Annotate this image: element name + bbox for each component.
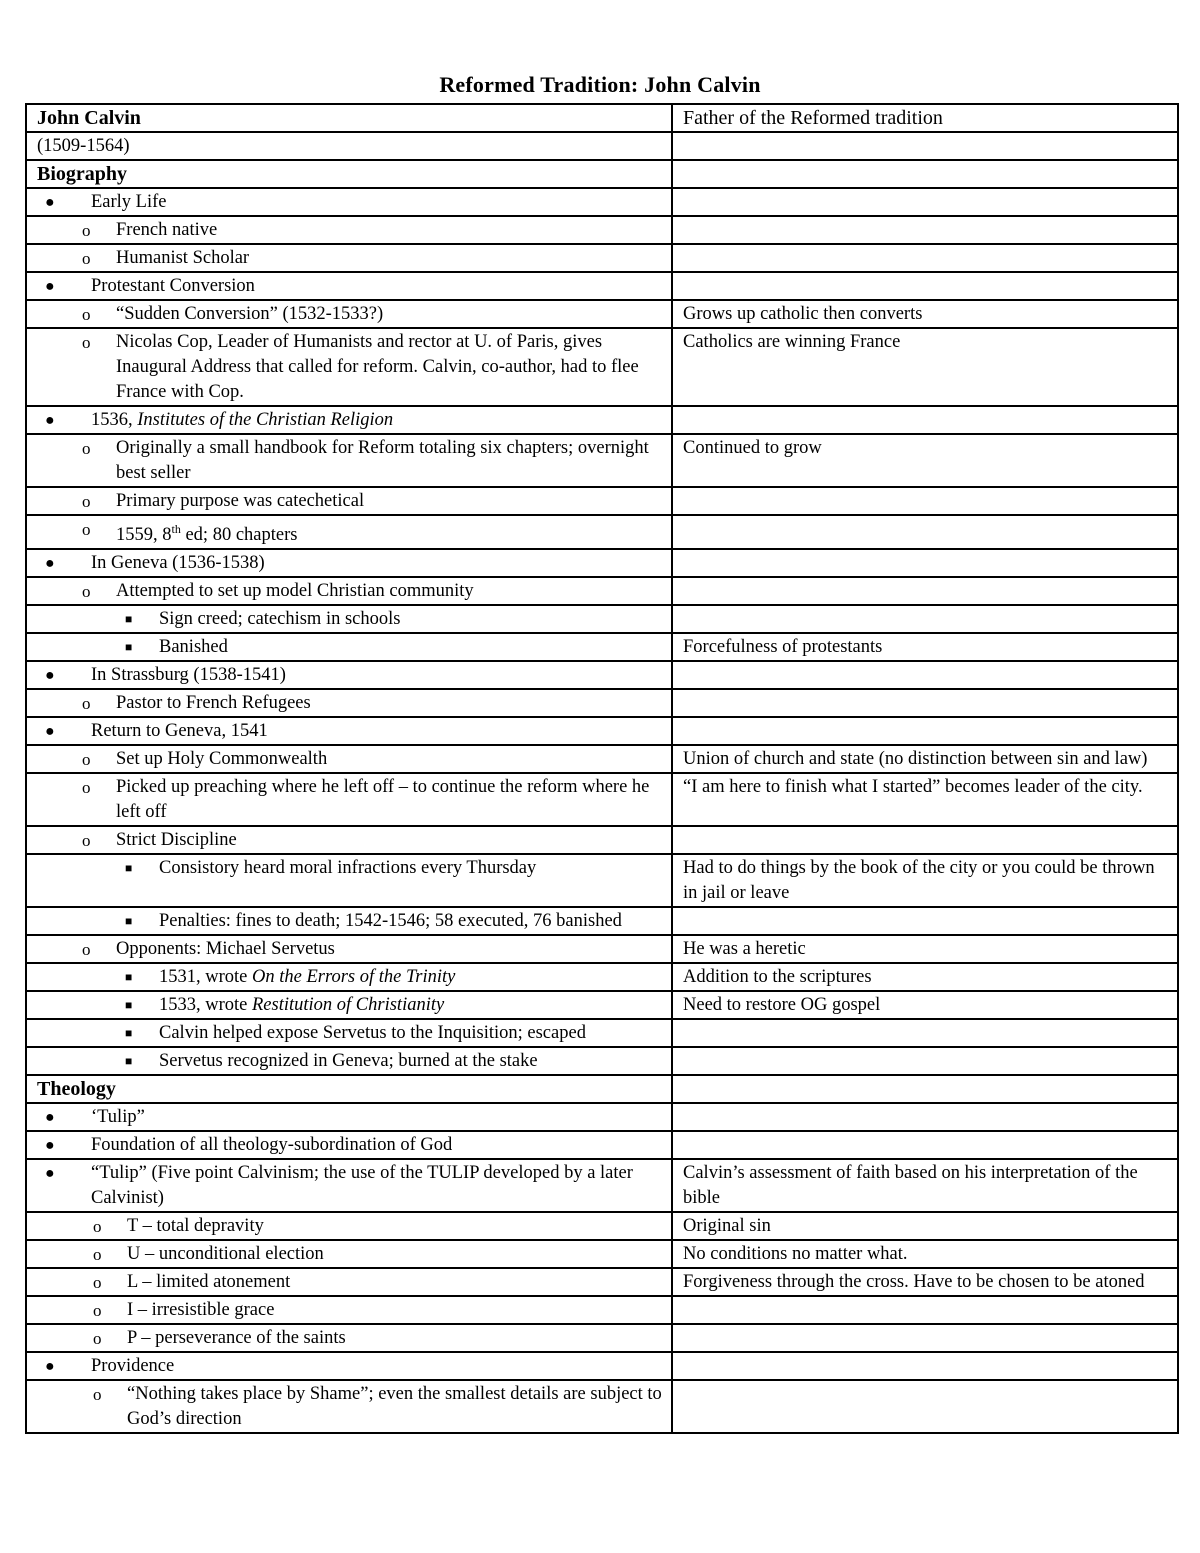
- table-row: [26, 633, 1178, 661]
- outline-text-main: 1533, wrote: [159, 995, 252, 1016]
- outline-text: [116, 302, 663, 327]
- table-row: [26, 935, 1178, 963]
- book-title: Restitution of Christianity: [252, 995, 445, 1016]
- outline-text-main: Biography: [37, 163, 128, 185]
- notes-cell: [672, 160, 1178, 188]
- outline-cell: [26, 1296, 672, 1324]
- table-row: [26, 1212, 1178, 1240]
- outline-cell: [26, 935, 672, 963]
- outline-text-main: John Calvin: [37, 107, 141, 129]
- notes-cell: [672, 300, 1178, 328]
- square-bullet-icon: ■: [125, 970, 133, 985]
- note-text: Father of the Reformed tradition: [683, 107, 943, 129]
- outline-text-main: Early Life: [91, 192, 167, 212]
- notes-cell: [672, 745, 1178, 773]
- table-row: [26, 244, 1178, 272]
- note-text: Catholics are winning France: [683, 332, 901, 352]
- table-row: [26, 300, 1178, 328]
- outline-text-main: Consistory heard moral infractions every Thursday: [159, 858, 537, 879]
- bullet-icon: ●: [45, 555, 55, 573]
- table-row: [26, 328, 1178, 406]
- outline-cell: [26, 188, 672, 216]
- circle-bullet-icon: o: [93, 1217, 102, 1237]
- outline-cell: [26, 160, 672, 188]
- outline-text-main: Penalties: fines to death; 1542-1546; 58 executed, 76 banished: [159, 911, 622, 932]
- note-text: He was a heretic: [683, 939, 806, 960]
- notes-cell: [672, 633, 1178, 661]
- outline-text-main: P – perseverance of the saints: [127, 1328, 346, 1349]
- outline-text-main: Opponents: Michael Servetus: [116, 939, 335, 960]
- table-row: [26, 1352, 1178, 1380]
- outline-text-main: Picked up preaching where he left off – to continue the reform where he left off: [116, 777, 650, 823]
- note-text: Had to do things by the book of the city or you could be thrown in jail or leave: [683, 858, 1155, 904]
- outline-cell: [26, 577, 672, 605]
- note-text: Forcefulness of protestants: [683, 637, 883, 658]
- section-heading: [37, 106, 663, 131]
- notes-cell: [672, 272, 1178, 300]
- square-bullet-icon: ■: [125, 914, 133, 929]
- circle-bullet-icon: o: [82, 582, 91, 602]
- outline-cell: [26, 1103, 672, 1131]
- outline-text-main: Return to Geneva, 1541: [91, 721, 268, 742]
- table-row: [26, 1240, 1178, 1268]
- note-text: “I am here to finish what I started” becomes leader of the city.: [683, 777, 1143, 798]
- outline-text: [91, 274, 663, 299]
- outline-text: [127, 1242, 663, 1267]
- notes-cell: [672, 487, 1178, 515]
- outline-cell: [26, 854, 672, 907]
- table-row: [26, 132, 1178, 160]
- outline-cell: [26, 826, 672, 854]
- table-row: [26, 1103, 1178, 1131]
- outline-text-main: Calvin helped expose Servetus to the Inquisition; escaped: [159, 1023, 586, 1044]
- outline-text: [116, 489, 663, 514]
- outline-text: [116, 436, 663, 486]
- section-heading: [37, 1077, 663, 1102]
- square-bullet-icon: ■: [125, 640, 133, 655]
- circle-bullet-icon: o: [93, 1273, 102, 1293]
- table-row: [26, 216, 1178, 244]
- table-row: [26, 434, 1178, 487]
- note-text: Continued to grow: [683, 438, 822, 458]
- outline-text-main: 1531, wrote: [159, 967, 252, 988]
- notes-cell: [672, 773, 1178, 826]
- notes-cell: [672, 605, 1178, 633]
- outline-cell: [26, 132, 672, 160]
- outline-cell: [26, 1380, 672, 1433]
- circle-bullet-icon: o: [93, 1385, 102, 1405]
- bullet-icon: ●: [45, 1109, 55, 1127]
- bullet-icon: ●: [45, 1137, 55, 1155]
- note-text: Forgiveness through the cross. Have to be chosen to be atoned: [683, 1272, 1145, 1293]
- table-row: [26, 773, 1178, 826]
- outline-text: [91, 1105, 663, 1130]
- table-row: [26, 661, 1178, 689]
- outline-text: [116, 246, 663, 271]
- notes-cell: [672, 328, 1178, 406]
- outline-cell: [26, 300, 672, 328]
- table-row: [26, 854, 1178, 907]
- outline-cell: [26, 515, 672, 549]
- outline-cell: [26, 328, 672, 406]
- notes-cell: [672, 549, 1178, 577]
- notes-cell: [672, 854, 1178, 907]
- table-row: [26, 907, 1178, 935]
- table-row: [26, 1019, 1178, 1047]
- table-row: [26, 1075, 1178, 1103]
- outline-text-main: U – unconditional election: [127, 1244, 324, 1265]
- outline-text: [91, 190, 663, 215]
- outline-text: [127, 1298, 663, 1323]
- notes-cell: [672, 1240, 1178, 1268]
- square-bullet-icon: ■: [125, 1026, 133, 1041]
- circle-bullet-icon: o: [82, 439, 91, 458]
- notes-cell: [672, 132, 1178, 160]
- table-row: [26, 272, 1178, 300]
- outline-cell: [26, 605, 672, 633]
- table-row: [26, 577, 1178, 605]
- outline-text: [91, 663, 663, 688]
- outline-cell: [26, 1352, 672, 1380]
- bullet-icon: ●: [45, 1358, 55, 1376]
- outline-cell: [26, 104, 672, 132]
- notes-cell: [672, 1268, 1178, 1296]
- outline-text: [116, 937, 663, 962]
- bullet-icon: ●: [45, 412, 55, 429]
- outline-text: [159, 1021, 663, 1046]
- outline-text: [116, 691, 663, 716]
- outline-cell: [26, 661, 672, 689]
- outline-text-main: Humanist Scholar: [116, 248, 250, 268]
- outline-text-main: ‘Tulip”: [91, 1107, 145, 1128]
- outline-cell: [26, 907, 672, 935]
- outline-text: [91, 551, 663, 576]
- notes-cell: [672, 244, 1178, 272]
- outline-text-main: T – total depravity: [127, 1216, 264, 1237]
- outline-text: [127, 1326, 663, 1351]
- circle-bullet-icon: o: [93, 1245, 102, 1265]
- table-row: [26, 549, 1178, 577]
- notes-cell: [672, 188, 1178, 216]
- outline-text: [159, 607, 663, 632]
- table-row: [26, 826, 1178, 854]
- square-bullet-icon: ■: [125, 861, 133, 876]
- circle-bullet-icon: o: [82, 221, 91, 240]
- table-row: [26, 104, 1178, 132]
- notes-cell: [672, 1159, 1178, 1212]
- notes-cell: [672, 1380, 1178, 1433]
- table-row: [26, 717, 1178, 745]
- notes-cell: [672, 1212, 1178, 1240]
- outline-text-main: Servetus recognized in Geneva; burned at the stake: [159, 1051, 538, 1072]
- table-row: [26, 188, 1178, 216]
- circle-bullet-icon: o: [82, 520, 91, 539]
- outline-text: [127, 1214, 663, 1239]
- outline-text-main: Foundation of all theology-subordination of God: [91, 1135, 453, 1156]
- bullet-icon: ●: [45, 667, 55, 685]
- notes-cell: [672, 1131, 1178, 1159]
- outline-cell: [26, 244, 672, 272]
- book-title: On the Errors of the Trinity: [252, 967, 456, 988]
- notes-cell: [672, 1075, 1178, 1103]
- outline-cell: [26, 1240, 672, 1268]
- square-bullet-icon: ■: [125, 612, 133, 627]
- notes-cell: [672, 991, 1178, 1019]
- notes-cell: [672, 1352, 1178, 1380]
- outline-text-suffix: ed; 80 chapters: [180, 525, 298, 546]
- outline-text: [159, 635, 663, 660]
- outline-text-main: Nicolas Cop, Leader of Humanists and rector at U. of Paris, gives Inaugural Address that called for reform. Calvin, co-author, had to flee France with Cop.: [116, 332, 639, 402]
- ordinal-superscript: th: [171, 522, 181, 536]
- table-row: [26, 605, 1178, 633]
- outline-text-main: Sign creed; catechism in schools: [159, 609, 401, 630]
- bullet-icon: ●: [45, 723, 55, 741]
- outline-text-main: Protestant Conversion: [91, 276, 255, 296]
- outline-cell: [26, 1019, 672, 1047]
- table-row: [26, 991, 1178, 1019]
- notes-cell: [672, 717, 1178, 745]
- outline-cell: [26, 773, 672, 826]
- bullet-icon: ●: [45, 194, 55, 211]
- table-row: [26, 963, 1178, 991]
- circle-bullet-icon: o: [82, 940, 91, 960]
- outline-text: [159, 909, 663, 934]
- outline-cell: [26, 549, 672, 577]
- table-row: [26, 160, 1178, 188]
- outline-text: [116, 775, 663, 825]
- notes-cell: [672, 104, 1178, 132]
- outline-text-main: Originally a small handbook for Reform totaling six chapters; overnight best seller: [116, 438, 649, 483]
- notes-cell: [672, 216, 1178, 244]
- note-text: Original sin: [683, 1216, 771, 1237]
- circle-bullet-icon: o: [82, 492, 91, 511]
- section-heading: [37, 162, 663, 187]
- outline-text-main: Set up Holy Commonwealth: [116, 749, 328, 770]
- outline-text-main: “Sudden Conversion” (1532-1533?): [116, 304, 384, 324]
- table-row: [26, 1159, 1178, 1212]
- outline-text-main: (1509-1564): [37, 136, 130, 156]
- outline-cell: [26, 991, 672, 1019]
- outline-text-main: In Geneva (1536-1538): [91, 553, 265, 574]
- notes-cell: [672, 1296, 1178, 1324]
- outline-text: [91, 1161, 663, 1211]
- outline-text: [116, 517, 663, 548]
- table-row: [26, 1131, 1178, 1159]
- outline-text-main: Primary purpose was catechetical: [116, 491, 365, 511]
- outline-text: [159, 993, 663, 1018]
- outline-text: [159, 856, 663, 881]
- note-text: No conditions no matter what.: [683, 1244, 908, 1265]
- outline-text: [116, 218, 663, 243]
- table-row: [26, 1324, 1178, 1352]
- outline-cell: [26, 1159, 672, 1212]
- note-text: Need to restore OG gospel: [683, 995, 881, 1016]
- notes-cell: [672, 1324, 1178, 1352]
- notes-cell: [672, 1103, 1178, 1131]
- notes-table: [25, 103, 1179, 1434]
- note-text: Union of church and state (no distinction between sin and law): [683, 749, 1148, 770]
- table-row: [26, 515, 1178, 549]
- outline-text-main: 1559, 8: [116, 525, 172, 546]
- outline-text: [116, 747, 663, 772]
- outline-cell: [26, 487, 672, 515]
- note-text: Addition to the scriptures: [683, 967, 872, 988]
- outline-cell: [26, 1047, 672, 1075]
- outline-text: [116, 828, 663, 853]
- notes-cell: [672, 661, 1178, 689]
- outline-text-main: French native: [116, 220, 218, 240]
- outline-cell: [26, 434, 672, 487]
- outline-cell: [26, 717, 672, 745]
- square-bullet-icon: ■: [125, 1054, 133, 1069]
- outline-cell: [26, 1212, 672, 1240]
- circle-bullet-icon: o: [82, 750, 91, 770]
- outline-cell: [26, 216, 672, 244]
- notes-cell: [672, 907, 1178, 935]
- outline-text-main: Banished: [159, 637, 228, 658]
- notes-cell: [672, 434, 1178, 487]
- bullet-icon: ●: [45, 278, 55, 295]
- outline-cell: [26, 272, 672, 300]
- outline-text: [127, 1270, 663, 1295]
- notes-cell: [672, 1047, 1178, 1075]
- outline-cell: [26, 633, 672, 661]
- outline-text: [91, 1133, 663, 1158]
- outline-text: [116, 330, 663, 405]
- table-row: [26, 1047, 1178, 1075]
- outline-cell: [26, 1268, 672, 1296]
- outline-text-main: Providence: [91, 1356, 175, 1377]
- outline-text-main: I – irresistible grace: [127, 1300, 275, 1321]
- notes-cell: [672, 406, 1178, 434]
- notes-cell: [672, 826, 1178, 854]
- bullet-icon: ●: [45, 1165, 55, 1183]
- outline-text-main: 1536,: [91, 410, 138, 430]
- notes-cell: [672, 515, 1178, 549]
- circle-bullet-icon: o: [93, 1301, 102, 1321]
- outline-text: [91, 719, 663, 744]
- book-title: Institutes of the Christian Religion: [137, 410, 394, 430]
- outline-text: [91, 408, 663, 433]
- notes-cell: [672, 963, 1178, 991]
- notes-cell: [672, 577, 1178, 605]
- table-row: [26, 406, 1178, 434]
- table-row: [26, 487, 1178, 515]
- outline-text-main: Attempted to set up model Christian community: [116, 581, 474, 602]
- table-row: [26, 1268, 1178, 1296]
- document-title: Reformed Tradition: John Calvin: [439, 72, 761, 97]
- outline-cell: [26, 1075, 672, 1103]
- notes-cell: [672, 689, 1178, 717]
- note-text: Calvin’s assessment of faith based on his interpretation of the bible: [683, 1163, 1138, 1209]
- circle-bullet-icon: o: [93, 1329, 102, 1349]
- outline-text-main: “Nothing takes place by Shame”; even the smallest details are subject to God’s direction: [127, 1384, 662, 1430]
- outline-text-main: “Tulip” (Five point Calvinism; the use of the TULIP developed by a later Calvinist): [91, 1163, 633, 1209]
- notes-table-body: [26, 104, 1178, 1433]
- table-row: [26, 1380, 1178, 1433]
- notes-cell: [672, 935, 1178, 963]
- outline-text: [159, 965, 663, 990]
- outline-cell: [26, 745, 672, 773]
- circle-bullet-icon: o: [82, 249, 91, 268]
- outline-text: [91, 1354, 663, 1379]
- outline-cell: [26, 1324, 672, 1352]
- outline-cell: [26, 1131, 672, 1159]
- outline-text-main: In Strassburg (1538-1541): [91, 665, 286, 686]
- table-row: [26, 689, 1178, 717]
- outline-text: [37, 134, 663, 159]
- notes-cell: [672, 1019, 1178, 1047]
- note-text: Grows up catholic then converts: [683, 304, 923, 324]
- circle-bullet-icon: o: [82, 778, 91, 798]
- circle-bullet-icon: o: [82, 694, 91, 714]
- outline-cell: [26, 406, 672, 434]
- circle-bullet-icon: o: [82, 333, 91, 352]
- table-row: [26, 1296, 1178, 1324]
- table-row: [26, 745, 1178, 773]
- outline-text: [116, 579, 663, 604]
- outline-text-main: Strict Discipline: [116, 830, 237, 851]
- outline-text: [127, 1382, 663, 1432]
- outline-text-main: Theology: [37, 1078, 116, 1101]
- square-bullet-icon: ■: [125, 998, 133, 1013]
- outline-text-main: Pastor to French Refugees: [116, 693, 311, 714]
- circle-bullet-icon: o: [82, 831, 91, 851]
- outline-text-main: L – limited atonement: [127, 1272, 291, 1293]
- outline-text: [159, 1049, 663, 1074]
- circle-bullet-icon: o: [82, 305, 91, 324]
- outline-cell: [26, 689, 672, 717]
- outline-cell: [26, 963, 672, 991]
